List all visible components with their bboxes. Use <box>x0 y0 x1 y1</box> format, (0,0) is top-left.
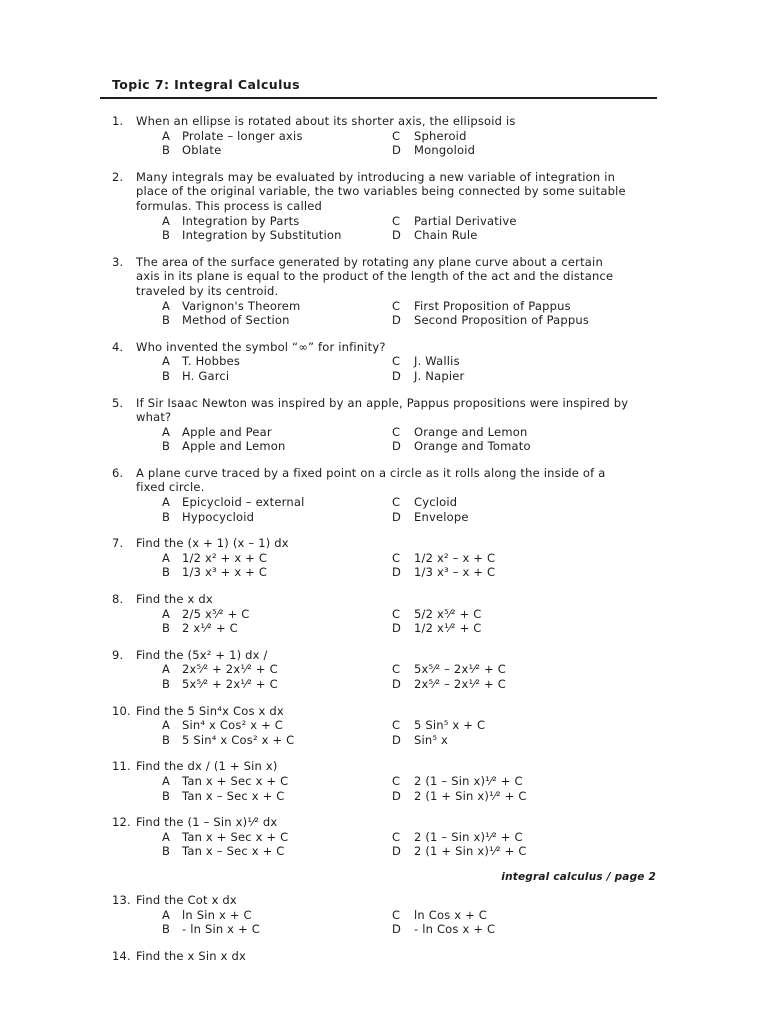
question-options <box>162 299 656 328</box>
option-text: - ln Cos x + C <box>414 922 496 937</box>
question-text-line: Find the (5x² + 1) dx / <box>136 647 268 662</box>
option-text: Oblate <box>182 143 222 158</box>
question-number: 8. <box>112 592 124 607</box>
option-text: Sin⁵ x <box>414 732 449 747</box>
option-text: 2 (1 – Sin x)¹⁄² + C <box>414 773 523 788</box>
option-letter: B <box>162 565 171 580</box>
option-text: Apple and Pear <box>182 424 272 439</box>
option-row <box>162 677 656 692</box>
question-text <box>136 949 656 964</box>
option-letter: B <box>162 844 171 859</box>
option-text: 1/3 x³ + x + C <box>182 565 268 580</box>
question-options <box>162 662 656 691</box>
option-row <box>162 369 656 384</box>
option-letter: B <box>162 788 171 803</box>
option-text: Partial Derivative <box>414 213 517 228</box>
option-letter: D <box>392 844 402 859</box>
option-text: 5x⁵⁄² – 2x¹⁄² + C <box>414 662 506 677</box>
option-row <box>162 922 656 937</box>
option-letter: C <box>392 354 401 369</box>
question-text-line: fixed circle. <box>136 480 205 495</box>
option-text: Method of Section <box>182 313 290 328</box>
question-block <box>112 949 656 964</box>
option-text: Second Proposition of Pappus <box>414 313 590 328</box>
option-letter: A <box>162 718 171 733</box>
option-letter: C <box>392 718 401 733</box>
option-row <box>162 510 656 525</box>
page-number-footer: integral calculus / page 2 <box>501 870 656 883</box>
option-row <box>162 830 656 845</box>
option-row <box>162 214 656 229</box>
question-number: 12. <box>112 815 131 830</box>
question-number: 1. <box>112 114 124 128</box>
option-text: Epicycloid – external <box>182 495 305 510</box>
option-letter: D <box>392 313 402 328</box>
question-text-line: axis in its plane is equal to the product of the length of the act and the distance <box>136 269 614 284</box>
option-letter: C <box>392 550 401 565</box>
option-row <box>162 495 656 510</box>
question-text-line: Find the x Sin x dx <box>136 948 247 963</box>
question-number: 7. <box>112 536 124 551</box>
option-text: Orange and Tomato <box>414 439 531 454</box>
option-letter: C <box>392 128 401 143</box>
option-row <box>162 551 656 566</box>
option-letter: A <box>162 128 171 143</box>
option-text: Chain Rule <box>414 228 478 243</box>
option-row <box>162 565 656 580</box>
question-options <box>162 830 656 859</box>
option-letter: D <box>392 922 402 937</box>
option-text: Prolate – longer axis <box>182 128 303 143</box>
option-text: Hypocycloid <box>182 509 255 524</box>
question-options <box>162 607 656 636</box>
option-text: Envelope <box>414 509 469 524</box>
option-letter: B <box>162 313 171 328</box>
option-letter: D <box>392 143 402 158</box>
option-letter: B <box>162 143 171 158</box>
question-text-line: Who invented the symbol “∞” for infinity? <box>136 339 386 354</box>
option-letter: A <box>162 213 171 228</box>
option-letter: C <box>392 424 401 439</box>
option-text: Tan x + Sec x + C <box>182 773 289 788</box>
option-row <box>162 313 656 328</box>
option-letter: B <box>162 228 171 243</box>
option-letter: B <box>162 677 171 691</box>
question-text-line: formulas. This process is called <box>136 198 323 213</box>
option-text: 1/2 x¹⁄² + C <box>414 621 482 636</box>
option-row <box>162 621 656 636</box>
option-text: Integration by Parts <box>182 213 300 228</box>
question-block <box>112 170 656 243</box>
option-row <box>162 733 656 748</box>
option-text: Varignon's Theorem <box>182 298 301 313</box>
question-block <box>112 893 656 937</box>
option-text: T. Hobbes <box>182 354 241 369</box>
question-text-line: Many integrals may be evaluated by introducing a new variable of integration in <box>136 169 616 184</box>
option-letter: D <box>392 439 402 454</box>
option-letter: A <box>162 773 171 788</box>
question-text <box>136 648 656 663</box>
option-text: 5x⁵⁄² + 2x¹⁄² + C <box>182 677 278 691</box>
option-letter: C <box>392 829 401 844</box>
option-row <box>162 143 656 158</box>
question-block <box>112 759 656 803</box>
option-letter: B <box>162 368 171 383</box>
question-block <box>112 114 656 158</box>
option-text: 1/2 x² + x + C <box>182 550 268 565</box>
option-letter: D <box>392 621 402 636</box>
question-block <box>112 340 656 384</box>
option-text: 2 (1 + Sin x)¹⁄² + C <box>414 788 527 803</box>
option-letter: B <box>162 509 171 524</box>
option-letter: A <box>162 495 171 510</box>
option-text: Apple and Lemon <box>182 439 286 454</box>
option-letter: D <box>392 368 402 383</box>
option-row <box>162 718 656 733</box>
option-text: ln Sin x + C <box>182 907 252 922</box>
option-text: Integration by Substitution <box>182 228 342 243</box>
option-text: J. Napier <box>414 368 465 383</box>
question-number: 11. <box>112 759 131 774</box>
question-text-line: When an ellipse is rotated about its shorter axis, the ellipsoid is <box>136 114 516 128</box>
option-text: ln Cos x + C <box>414 907 488 922</box>
question-number: 10. <box>112 703 131 718</box>
option-text: 1/3 x³ – x + C <box>414 565 496 580</box>
question-options <box>162 718 656 747</box>
option-row <box>162 844 656 859</box>
question-text <box>136 396 656 425</box>
option-letter: A <box>162 298 171 313</box>
questions-list <box>112 114 656 963</box>
option-letter: A <box>162 662 171 677</box>
question-text-line: The area of the surface generated by rotating any plane curve about a certain <box>136 254 603 269</box>
option-letter: A <box>162 550 171 565</box>
option-letter: C <box>392 298 401 313</box>
question-options <box>162 214 656 243</box>
option-text: Mongoloid <box>414 143 476 158</box>
question-text <box>136 815 656 830</box>
question-text-line: If Sir Isaac Newton was inspired by an apple, Pappus propositions were inspired by <box>136 395 629 410</box>
title-underline <box>100 97 657 99</box>
option-row <box>162 439 656 454</box>
option-letter: B <box>162 439 171 454</box>
question-block <box>112 648 656 692</box>
option-row <box>162 425 656 440</box>
option-text: - ln Sin x + C <box>182 922 260 937</box>
question-block <box>112 592 656 636</box>
option-row <box>162 299 656 314</box>
question-number: 3. <box>112 254 124 269</box>
option-letter: A <box>162 606 171 621</box>
option-text: Sin⁴ x Cos² x + C <box>182 718 284 733</box>
question-options <box>162 129 656 158</box>
option-letter: A <box>162 907 171 922</box>
option-text: Tan x – Sec x + C <box>182 844 285 859</box>
question-text <box>136 536 656 551</box>
option-letter: D <box>392 677 402 691</box>
option-text: 2/5 x⁵⁄² + C <box>182 606 250 621</box>
option-letter: C <box>392 773 401 788</box>
question-text <box>136 170 656 214</box>
question-text-line: place of the original variable, the two variables being connected by some suitable <box>136 184 626 199</box>
question-number: 14. <box>112 948 131 963</box>
option-row <box>162 908 656 923</box>
option-letter: D <box>392 228 402 243</box>
question-text <box>136 704 656 719</box>
question-text-line: Find the (x + 1) (x – 1) dx <box>136 536 289 551</box>
question-number: 4. <box>112 339 124 354</box>
option-text: 1/2 x² – x + C <box>414 550 496 565</box>
option-row <box>162 774 656 789</box>
option-text: 2 x¹⁄² + C <box>182 621 238 636</box>
question-block <box>112 255 656 328</box>
question-text <box>136 893 656 908</box>
option-letter: C <box>392 213 401 228</box>
option-text: H. Garci <box>182 368 230 383</box>
option-text: 2 (1 – Sin x)¹⁄² + C <box>414 829 523 844</box>
option-letter: A <box>162 829 171 844</box>
question-text-line: Find the dx / (1 + Sin x) <box>136 759 278 774</box>
question-text <box>136 592 656 607</box>
option-row <box>162 789 656 804</box>
option-letter: A <box>162 354 171 369</box>
question-text-line: Find the 5 Sin⁴x Cos x dx <box>136 703 284 718</box>
question-options <box>162 551 656 580</box>
question-options <box>162 908 656 937</box>
option-text: 2x⁵⁄² + 2x¹⁄² + C <box>182 662 278 677</box>
option-text: 5 Sin⁵ x + C <box>414 718 486 733</box>
option-text: 5/2 x⁵⁄² + C <box>414 606 482 621</box>
option-text: Spheroid <box>414 128 467 143</box>
question-number: 9. <box>112 647 124 662</box>
page-title: Topic 7: Integral Calculus <box>112 77 300 92</box>
option-text: J. Wallis <box>414 354 460 369</box>
question-text <box>136 114 656 129</box>
option-row <box>162 228 656 243</box>
question-number: 6. <box>112 465 124 480</box>
option-letter: B <box>162 621 171 636</box>
question-text <box>136 759 656 774</box>
option-text: 2 (1 + Sin x)¹⁄² + C <box>414 844 527 859</box>
question-text-line: Find the x dx <box>136 592 213 607</box>
option-letter: D <box>392 788 402 803</box>
option-letter: B <box>162 732 171 747</box>
question-block <box>112 466 656 524</box>
option-text: 2x⁵⁄² – 2x¹⁄² + C <box>414 677 506 691</box>
option-letter: D <box>392 732 402 747</box>
question-text-line: Find the Cot x dx <box>136 892 237 907</box>
option-row <box>162 129 656 144</box>
option-text: Orange and Lemon <box>414 424 528 439</box>
option-letter: D <box>392 565 402 580</box>
option-letter: C <box>392 907 401 922</box>
question-text-line: traveled by its centroid. <box>136 283 279 298</box>
option-text: Tan x – Sec x + C <box>182 788 285 803</box>
question-text-line: Find the (1 – Sin x)¹⁄² dx <box>136 815 278 830</box>
question-number: 13. <box>112 892 131 907</box>
question-options <box>162 495 656 524</box>
option-letter: C <box>392 662 401 677</box>
question-block <box>112 396 656 454</box>
question-text <box>136 340 656 355</box>
option-text: Cycloid <box>414 495 458 510</box>
question-text <box>136 255 656 299</box>
option-letter: C <box>392 606 401 621</box>
question-options <box>162 774 656 803</box>
option-letter: D <box>392 509 402 524</box>
question-number: 5. <box>112 395 124 410</box>
option-row <box>162 662 656 677</box>
option-letter: A <box>162 424 171 439</box>
question-block <box>112 815 656 859</box>
option-row <box>162 354 656 369</box>
question-text-line: A plane curve traced by a fixed point on a circle as it rolls along the inside of a <box>136 465 606 480</box>
question-block <box>112 704 656 748</box>
option-letter: C <box>392 495 401 510</box>
option-text: First Proposition of Pappus <box>414 298 571 313</box>
question-options <box>162 354 656 383</box>
option-text: Tan x + Sec x + C <box>182 829 289 844</box>
question-options <box>162 425 656 454</box>
option-text: 5 Sin⁴ x Cos² x + C <box>182 732 295 747</box>
question-text-line: what? <box>136 410 172 425</box>
question-text <box>136 466 656 495</box>
question-block <box>112 536 656 580</box>
question-number: 2. <box>112 169 124 184</box>
option-letter: B <box>162 922 171 937</box>
option-row <box>162 607 656 622</box>
